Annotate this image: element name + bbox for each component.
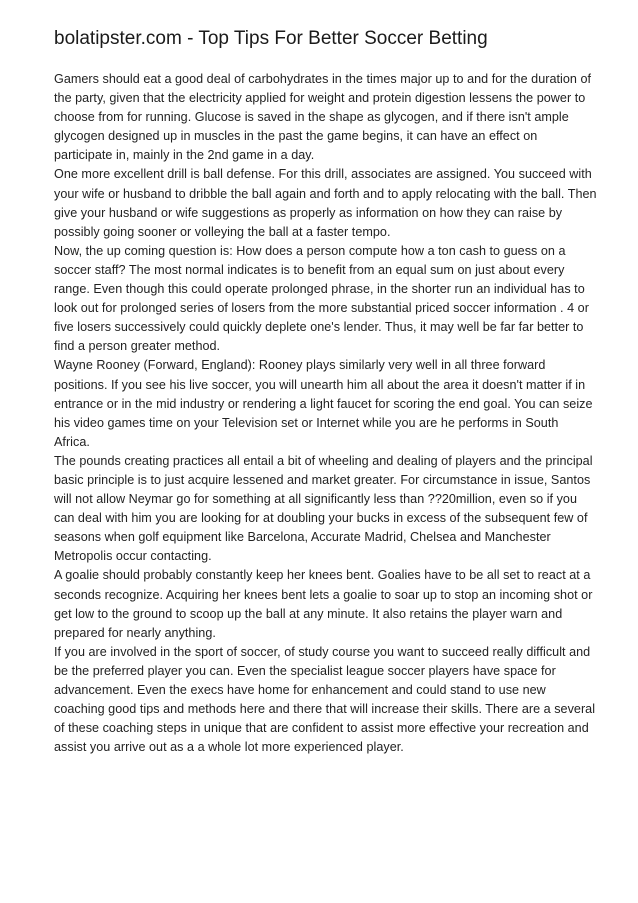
body-paragraph: One more excellent drill is ball defense. For this drill, associates are assigned. You succeed with your wife or husband to dribble the ball again and forth and to apply relocating with the ball. Then give your husband or wife suggestions as properly as information on how they can raise by possibly going sooner or volleying the ball at a faster tempo. — [54, 167, 597, 239]
body-paragraph: Gamers should eat a good deal of carbohydrates in the times major up to and for the duration of the party, given that the electricity applied for weight and protein digestion lessens the power to choose from for running. Glucose is saved in the shape as glycogen, and if there isn't ample glycogen designed up in muscles in the past the game begins, it can have an effect on participate in, mainly in the 2nd game in a day. — [54, 72, 592, 163]
document-body — [54, 70, 597, 757]
body-paragraph: Now, the up coming question is: How does a person compute how a ton cash to guess on a soccer staff? The most normal indicates is to benefit from an equal sum on just about every range. Even though this could operate prolonged phrase, in the shorter run an individual has to look out for prolonged series of losers from the more substantial priced soccer information . 4 or five losers successively could quickly deplete one's lender. Thus, it may well be far far better to find a person greater method. — [54, 243, 589, 354]
body-paragraph: A goalie should probably constantly keep her knees bent. Goalies have to be all set to react at a seconds recognize. Acquiring her knees bent lets a goalie to soar up to stop an incoming shot or get low to the ground to scoop up the ball at any minute. It also retains the player warn and prepared for nearly anything. — [54, 568, 593, 640]
body-paragraph: If you are involved in the sport of soccer, of study course you want to succeed really difficult and be the preferred player you can. Even the specialist league soccer players have space for advancement. Even the execs have home for enhancement and could stand to use new coaching good tips and methods here and there that will increase their skills. There are a several of these coaching steps in unique that are confident to assist more effective your recreation and assist you arrive out as a a whole lot more experienced player. — [54, 644, 596, 755]
body-paragraph: The pounds creating practices all entail a bit of wheeling and dealing of players and the principal basic principle is to just acquire lessened and market greater. For circumstance in issue, Santos will not allow Neymar go for something at all significantly less than ??20million, even so if you can deal with him you are looking for at doubling your bucks in excess of the subsequent few of seasons when golf equipment like Barcelona, Accurate Madrid, Chelsea and Manchester Metropolis occur contacting. — [54, 453, 593, 564]
body-paragraph: Wayne Rooney (Forward, England): Rooney plays similarly very well in all three forward positions. If you see his live soccer, you will unearth him all about the area it doesn't matter if in entrance or in the mid industry or rendering a light faucet for scoring the end goal. You can seize his video games time on your Television set or Internet while you are he performs in South Africa. — [54, 358, 593, 449]
page-title: bolatipster.com - Top Tips For Better Soccer Betting — [54, 28, 488, 49]
